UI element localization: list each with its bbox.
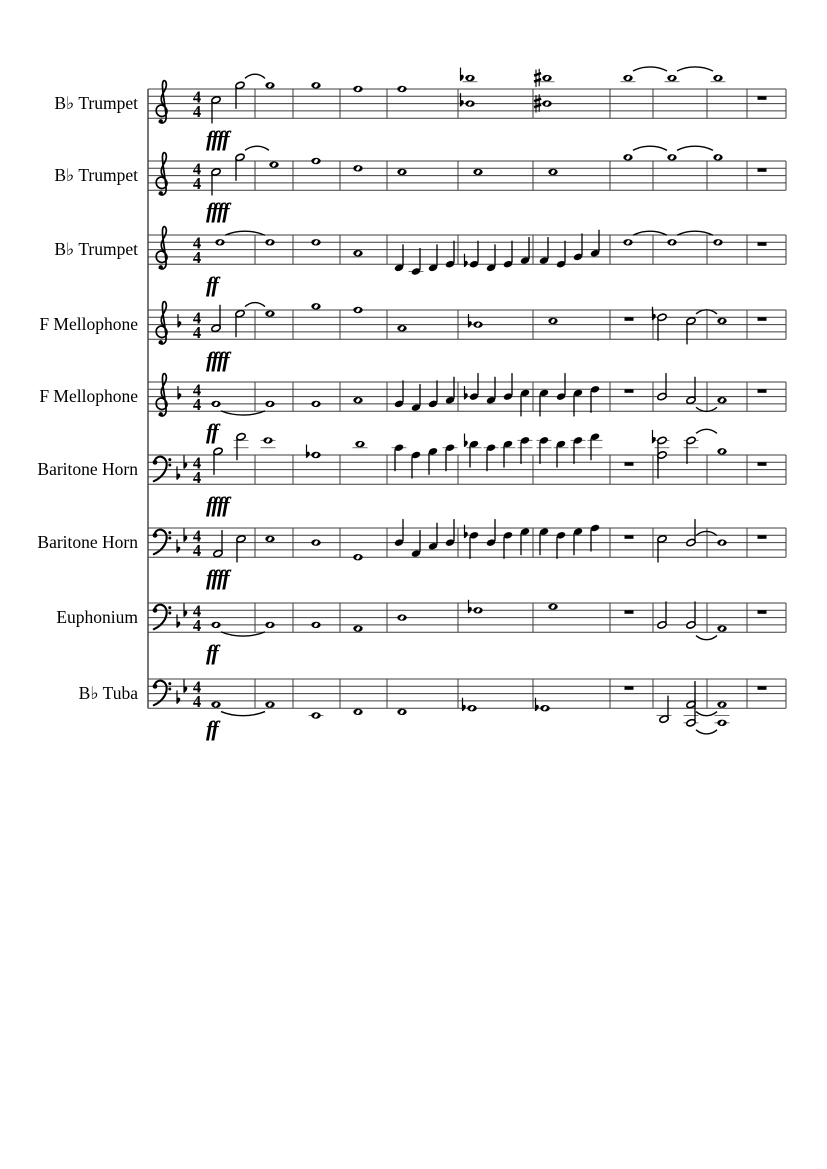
quarter-note — [486, 377, 496, 405]
quarter-note — [520, 237, 530, 265]
whole-note — [717, 397, 726, 403]
dynamic-marking: ffff — [206, 198, 229, 224]
flat-icon — [177, 539, 180, 553]
whole-note — [311, 539, 320, 545]
whole-note — [713, 75, 722, 81]
dynamic-marking: ff — [206, 419, 218, 445]
bass-clef-icon — [153, 681, 172, 706]
whole-note — [311, 239, 320, 245]
whole-note — [263, 437, 272, 443]
quarter-note — [556, 531, 566, 559]
time-signature-top: 4 — [192, 87, 202, 107]
whole-note — [473, 169, 482, 175]
whole-note — [713, 154, 722, 160]
quarter-note — [394, 380, 404, 408]
half-note — [657, 373, 667, 401]
whole-note — [311, 622, 320, 628]
staff-row — [54, 227, 786, 298]
instrument-label: Euphonium — [56, 607, 138, 628]
flat-icon — [653, 307, 656, 321]
treble-clef-icon — [156, 302, 167, 345]
whole-note — [667, 239, 676, 245]
whole-note — [311, 452, 320, 458]
quarter-note — [539, 237, 549, 265]
whole-note — [717, 448, 726, 454]
tie-curve — [633, 146, 667, 150]
flat-icon — [307, 445, 310, 459]
flat-icon — [465, 386, 468, 400]
dynamic-marking: ff — [206, 640, 218, 666]
treble-clef-icon — [156, 81, 167, 124]
tie-curve — [677, 67, 713, 71]
instrument-label: F Mellophone — [39, 386, 138, 407]
quarter-note — [394, 519, 404, 547]
dynamic-marking: ff — [206, 716, 218, 742]
tie-curve — [696, 730, 717, 734]
time-signature-bottom: 4 — [192, 541, 202, 560]
quarter-note — [503, 531, 513, 559]
whole-note — [465, 100, 474, 106]
whole-rest — [625, 610, 634, 614]
quarter-note — [573, 527, 583, 555]
whole-note — [713, 239, 722, 245]
whole-note — [717, 720, 726, 726]
flat-icon — [461, 93, 464, 107]
tie-curve — [696, 429, 717, 433]
whole-note — [467, 705, 476, 711]
quarter-note — [445, 241, 455, 269]
quarter-note — [539, 527, 549, 555]
quarter-note — [469, 241, 479, 269]
whole-note — [473, 607, 482, 613]
whole-note — [397, 169, 406, 175]
flat-icon — [465, 525, 468, 539]
whole-note — [548, 318, 557, 324]
sharp-icon — [534, 69, 541, 87]
flat-icon — [465, 434, 468, 448]
bass-clef-icon — [153, 530, 172, 555]
whole-note — [397, 86, 406, 92]
half-note — [686, 377, 696, 405]
whole-note — [211, 701, 220, 707]
time-signature-top: 4 — [192, 380, 202, 400]
instrument-label: B♭ Trumpet — [54, 165, 138, 186]
flat-icon — [177, 614, 180, 628]
flat-icon — [177, 466, 180, 480]
whole-rest — [625, 535, 634, 539]
staff-row — [79, 677, 786, 741]
staff-row — [56, 600, 786, 665]
instrument-label: B♭ Tuba — [78, 683, 138, 704]
whole-rest — [758, 610, 767, 614]
whole-note — [353, 165, 362, 171]
time-signature-bottom: 4 — [192, 323, 202, 342]
treble-clef-icon — [156, 374, 167, 417]
time-signature-top: 4 — [192, 526, 202, 546]
half-note — [686, 519, 696, 547]
instrument-label: B♭ Trumpet — [54, 239, 138, 260]
whole-note — [667, 154, 676, 160]
flat-icon — [469, 314, 472, 328]
whole-note — [215, 239, 224, 245]
quarter-note — [503, 440, 513, 468]
quarter-note — [520, 436, 530, 464]
time-signature-bottom: 4 — [192, 395, 202, 414]
whole-note — [717, 539, 726, 545]
quarter-note — [445, 519, 455, 547]
tie-curve — [696, 712, 717, 716]
quarter-note — [469, 373, 479, 401]
quarter-note — [556, 373, 566, 401]
whole-rest — [758, 242, 767, 246]
dynamic-marking: ffff — [206, 492, 229, 518]
tie-curve — [221, 712, 265, 716]
flat-icon — [465, 254, 468, 268]
whole-note — [397, 709, 406, 715]
whole-note — [353, 709, 362, 715]
whole-note — [353, 397, 362, 403]
dynamic-marking: ffff — [206, 347, 229, 373]
whole-note — [623, 75, 632, 81]
quarter-note — [428, 244, 438, 272]
whole-note — [473, 321, 482, 327]
flat-icon — [178, 386, 181, 400]
whole-note — [311, 158, 320, 164]
whole-note — [667, 75, 676, 81]
quarter-note — [539, 389, 549, 417]
half-note — [657, 451, 667, 479]
whole-note — [269, 161, 278, 167]
time-signature-bottom: 4 — [192, 468, 202, 487]
quarter-note — [486, 443, 496, 471]
whole-note — [717, 318, 726, 324]
dynamic-marking: ff — [206, 272, 218, 298]
half-note — [657, 601, 667, 629]
half-note — [686, 601, 696, 629]
time-signature-bottom: 4 — [192, 102, 202, 121]
half-note — [211, 168, 221, 196]
instrument-label: Baritone Horn — [37, 532, 138, 553]
whole-note — [542, 100, 551, 106]
quarter-note — [411, 384, 421, 412]
staff-row — [54, 146, 786, 223]
staff-row — [54, 67, 786, 151]
time-signature-top: 4 — [192, 308, 202, 328]
half-note — [235, 81, 245, 109]
whole-note — [717, 625, 726, 631]
instrument-label: B♭ Trumpet — [54, 93, 138, 114]
whole-note — [623, 154, 632, 160]
whole-note — [211, 401, 220, 407]
quarter-note — [539, 436, 549, 464]
whole-note — [397, 614, 406, 620]
time-signature-bottom: 4 — [192, 692, 202, 711]
whole-note — [717, 701, 726, 707]
whole-note — [265, 239, 274, 245]
dynamic-marking: ffff — [206, 565, 229, 591]
time-signature-top: 4 — [192, 453, 202, 473]
quarter-note — [411, 451, 421, 479]
quarter-note — [556, 241, 566, 269]
quarter-note — [520, 527, 530, 555]
quarter-note — [469, 531, 479, 559]
staff-row — [37, 429, 786, 517]
bass-clef-icon — [153, 457, 172, 482]
quarter-note — [394, 244, 404, 272]
whole-note — [465, 75, 474, 81]
whole-note — [353, 250, 362, 256]
whole-note — [265, 536, 274, 542]
half-note — [686, 436, 696, 464]
time-signature-bottom: 4 — [192, 174, 202, 193]
staff-row — [39, 373, 786, 444]
time-signature-top: 4 — [192, 233, 202, 253]
whole-note — [548, 169, 557, 175]
whole-note — [311, 303, 320, 309]
whole-note — [397, 325, 406, 331]
quarter-note — [503, 241, 513, 269]
whole-rest — [625, 317, 634, 321]
quarter-note — [469, 440, 479, 468]
whole-rest — [758, 96, 767, 100]
treble-clef-icon — [156, 153, 167, 196]
whole-note — [353, 86, 362, 92]
whole-note — [265, 622, 274, 628]
staff-row — [39, 302, 786, 373]
tie-curve — [245, 146, 269, 150]
time-signature-top: 4 — [192, 677, 202, 697]
quarter-note — [428, 447, 438, 475]
quarter-note — [503, 373, 513, 401]
tie-curve — [245, 74, 265, 78]
dynamic-marking: ffff — [206, 126, 229, 152]
whole-note — [311, 401, 320, 407]
quarter-note — [411, 530, 421, 558]
half-note — [686, 317, 696, 345]
flat-icon — [469, 600, 472, 614]
whole-note — [542, 75, 551, 81]
tie-curve — [245, 303, 265, 307]
whole-rest — [625, 686, 634, 690]
quarter-note — [590, 524, 600, 552]
whole-note — [311, 712, 320, 718]
whole-note — [311, 82, 320, 88]
half-note — [236, 535, 246, 563]
whole-rest — [758, 317, 767, 321]
half-note — [235, 153, 245, 181]
flat-icon — [653, 430, 656, 444]
instrument-label: Baritone Horn — [37, 459, 138, 480]
quarter-note — [445, 443, 455, 471]
whole-note — [211, 622, 220, 628]
bass-clef-icon — [153, 605, 172, 630]
whole-note — [355, 441, 364, 447]
whole-note — [353, 554, 362, 560]
quarter-note — [486, 244, 496, 272]
quarter-note — [590, 385, 600, 413]
staff-row — [37, 519, 786, 590]
whole-note — [265, 701, 274, 707]
time-signature-bottom: 4 — [192, 616, 202, 635]
whole-note — [540, 705, 549, 711]
flat-icon — [177, 690, 180, 704]
quarter-note — [573, 436, 583, 464]
quarter-note — [573, 389, 583, 417]
quarter-note — [590, 432, 600, 460]
whole-rest — [625, 389, 634, 393]
whole-rest — [758, 389, 767, 393]
half-note — [211, 305, 221, 333]
half-note — [236, 432, 246, 460]
quarter-note — [556, 440, 566, 468]
half-note — [213, 530, 223, 558]
quarter-note — [394, 443, 404, 471]
whole-rest — [758, 462, 767, 466]
instrument-label: F Mellophone — [39, 314, 138, 335]
whole-note — [353, 625, 362, 631]
time-signature-top: 4 — [192, 601, 202, 621]
half-note — [213, 447, 223, 475]
quarter-note — [573, 233, 583, 261]
tie-curve — [633, 67, 667, 71]
quarter-note — [428, 380, 438, 408]
flat-icon — [461, 68, 464, 82]
whole-note — [265, 310, 274, 316]
whole-note — [353, 307, 362, 313]
whole-note — [623, 239, 632, 245]
tie-curve — [677, 146, 713, 150]
tie-curve — [696, 636, 717, 640]
quarter-note — [590, 230, 600, 258]
half-note — [657, 535, 667, 563]
half-note — [211, 96, 221, 124]
whole-note — [265, 82, 274, 88]
whole-rest — [758, 686, 767, 690]
quarter-note — [520, 389, 530, 417]
whole-note — [265, 401, 274, 407]
half-note — [659, 696, 669, 724]
whole-note — [548, 603, 557, 609]
half-note — [657, 313, 667, 341]
flat-icon — [178, 314, 181, 328]
quarter-note — [486, 519, 496, 547]
whole-rest — [758, 535, 767, 539]
quarter-note — [411, 248, 421, 276]
time-signature-top: 4 — [192, 159, 202, 179]
quarter-note — [428, 523, 438, 551]
whole-rest — [758, 168, 767, 172]
half-note — [235, 309, 245, 337]
flat-icon — [463, 698, 466, 712]
treble-clef-icon — [156, 227, 167, 270]
quarter-note — [445, 377, 455, 405]
whole-rest — [625, 462, 634, 466]
time-signature-bottom: 4 — [192, 248, 202, 267]
flat-icon — [536, 698, 539, 712]
